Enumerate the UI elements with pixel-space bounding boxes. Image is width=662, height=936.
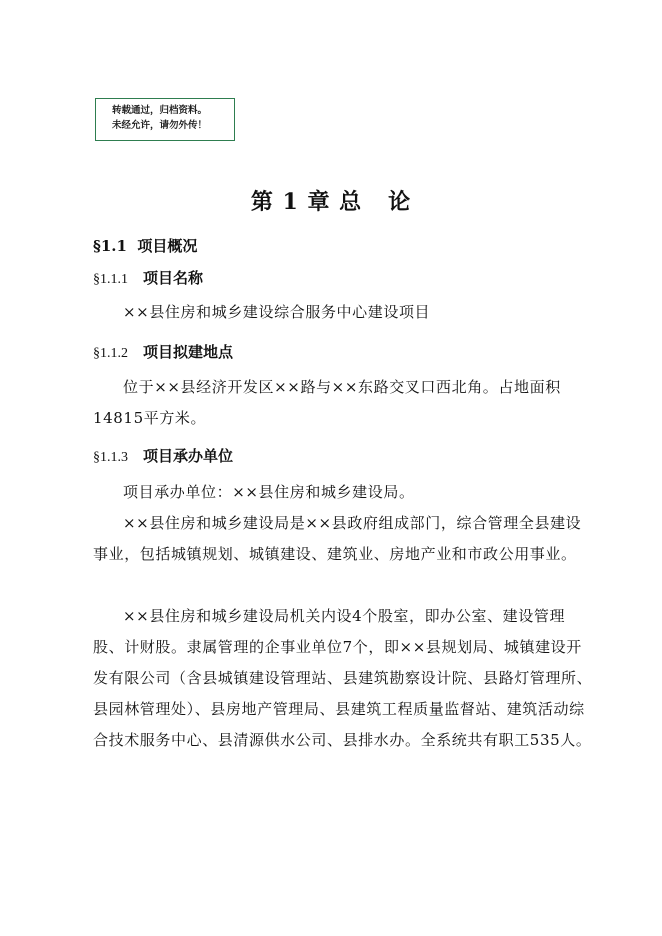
subsection-heading-2 (93, 341, 233, 362)
subsection-title: 项目名称 (143, 269, 204, 287)
approval-stamp (95, 98, 235, 141)
subsection-number: §1.1.1 (93, 272, 128, 287)
subsection-heading-1 (93, 267, 203, 288)
paragraph-bureau-structure: ××县住房和城乡建设局机关内设4个股室，即办公室、建设管理股、计财股。隶属管理的企事业单位7个，即××县规划局、城镇建设开发有限公司（含县城镇建设管理站、县建筑勘察设计院、县路灯管理所、县园林管理处）、县房地产管理局、县建筑工程质量监督站、建筑活动综合技术服务中心、县清源供水公司、县排水办。全系统共有职工535人。 (93, 607, 593, 749)
subsection-title: 项目拟建地点 (143, 343, 234, 361)
subsection-heading-3 (93, 445, 233, 466)
section-title: 项目概况 (137, 237, 198, 255)
paragraph-host-unit: 项目承办单位：××县住房和城乡建设局。 (123, 483, 415, 501)
section-number: §1.1 (93, 237, 127, 255)
section-heading (93, 235, 197, 256)
paragraph-bureau-description: ××县住房和城乡建设局是××县政府组成部门，综合管理全县建设事业，包括城镇规划、城镇建设、建筑业、房地产业和市政公用事业。 (93, 514, 582, 563)
subsection-number: §1.1.2 (93, 346, 128, 361)
chapter-title: 第 1 章 总 论 (250, 189, 412, 215)
subsection-number: §1.1.3 (93, 450, 128, 465)
subsection-title: 项目承办单位 (143, 447, 234, 465)
paragraph-project-location: 位于××县经济开发区××路与××东路交叉口西北角。占地面积14815平方米。 (93, 378, 561, 427)
stamp-line-2: 未经允许，请勿外传！ (112, 120, 208, 131)
paragraph-project-name: ××县住房和城乡建设综合服务中心建设项目 (123, 303, 431, 321)
stamp-line-1: 转载通过，归档资料。 (112, 105, 208, 116)
